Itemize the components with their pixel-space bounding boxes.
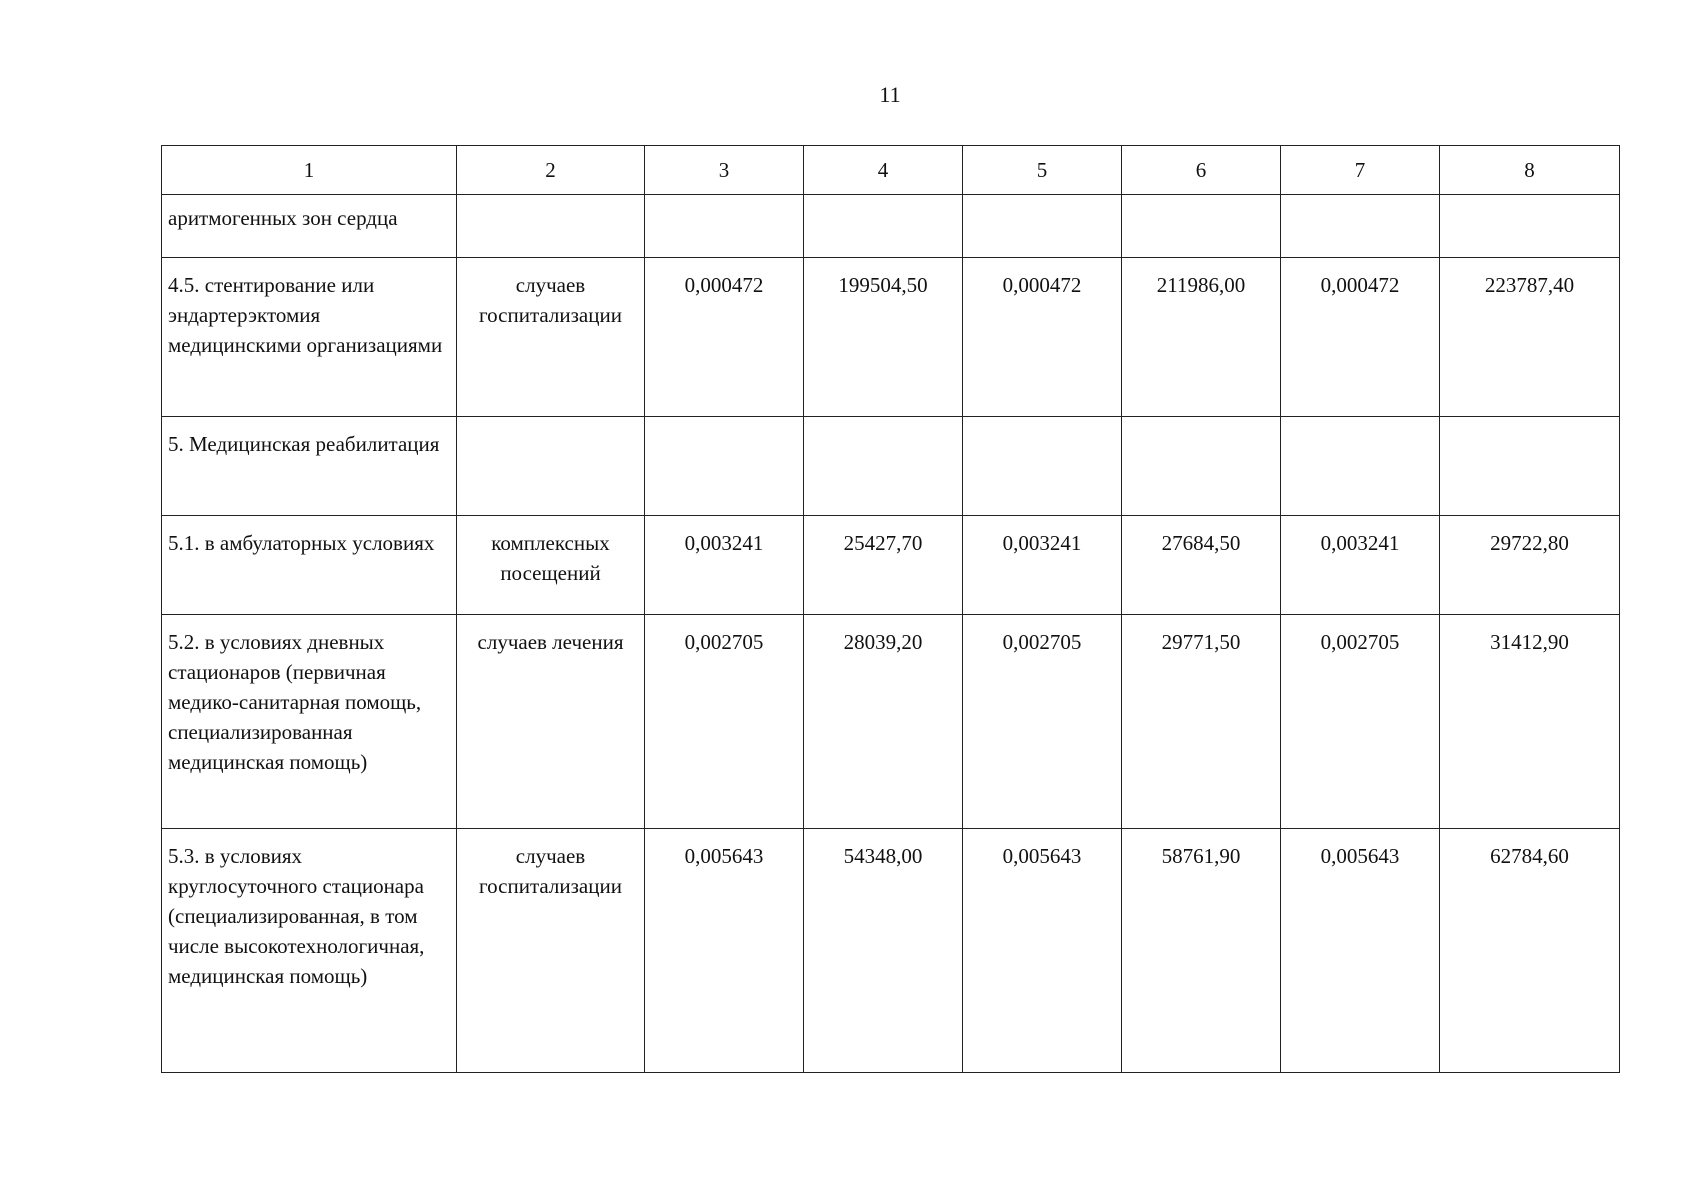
cell-value: 0,000472 xyxy=(1281,258,1440,417)
column-number: 5 xyxy=(963,146,1122,195)
cell-value: 29771,50 xyxy=(1122,615,1281,829)
row-name: 4.5. стентирование или эндартерэктомия медицинскими организациями xyxy=(162,258,457,417)
table-row xyxy=(162,615,1620,829)
cell-value: 199504,50 xyxy=(804,258,963,417)
row-name: 5.1. в амбулаторных условиях xyxy=(162,516,457,615)
cell-value xyxy=(1122,195,1281,258)
cell-value: 0,003241 xyxy=(963,516,1122,615)
cell-value xyxy=(645,195,804,258)
cell-value: 0,000472 xyxy=(963,258,1122,417)
row-unit: комплексных посещений xyxy=(457,516,645,615)
cell-value: 223787,40 xyxy=(1440,258,1620,417)
column-number: 6 xyxy=(1122,146,1281,195)
page-number: 11 xyxy=(879,82,901,107)
cell-value xyxy=(1122,417,1281,516)
column-number-row xyxy=(162,146,1620,195)
cell-value: 58761,90 xyxy=(1122,829,1281,1073)
column-number: 4 xyxy=(804,146,963,195)
table-row xyxy=(162,516,1620,615)
data-table xyxy=(161,145,1620,1073)
table-row xyxy=(162,417,1620,516)
cell-value: 0,003241 xyxy=(1281,516,1440,615)
cell-value xyxy=(804,417,963,516)
column-number: 7 xyxy=(1281,146,1440,195)
row-unit xyxy=(457,417,645,516)
cell-value xyxy=(804,195,963,258)
cell-value: 31412,90 xyxy=(1440,615,1620,829)
column-number: 1 xyxy=(162,146,457,195)
row-name: 5.2. в условиях дневных стационаров (первичная медико-санитарная помощь, специализированная медицинская помощь) xyxy=(162,615,457,829)
table-row xyxy=(162,829,1620,1073)
cell-value: 28039,20 xyxy=(804,615,963,829)
row-unit xyxy=(457,195,645,258)
table-row xyxy=(162,195,1620,258)
row-name: 5. Медицинская реабилитация xyxy=(162,417,457,516)
cell-value: 0,000472 xyxy=(645,258,804,417)
column-number: 2 xyxy=(457,146,645,195)
cell-value xyxy=(1440,417,1620,516)
row-name: аритмогенных зон сердца xyxy=(162,195,457,258)
cell-value: 29722,80 xyxy=(1440,516,1620,615)
cell-value: 27684,50 xyxy=(1122,516,1281,615)
column-number: 8 xyxy=(1440,146,1620,195)
cell-value: 62784,60 xyxy=(1440,829,1620,1073)
cell-value xyxy=(1281,195,1440,258)
cell-value: 0,002705 xyxy=(963,615,1122,829)
table-row xyxy=(162,258,1620,417)
cell-value xyxy=(963,417,1122,516)
cell-value: 0,002705 xyxy=(1281,615,1440,829)
cell-value: 0,005643 xyxy=(1281,829,1440,1073)
cell-value: 211986,00 xyxy=(1122,258,1281,417)
column-number: 3 xyxy=(645,146,804,195)
cell-value: 25427,70 xyxy=(804,516,963,615)
row-name: 5.3. в условиях круглосуточного стационара (специализированная, в том числе высокотехнологичная, медицинская помощь) xyxy=(162,829,457,1073)
row-unit: случаев госпитализации xyxy=(457,829,645,1073)
cell-value: 0,005643 xyxy=(963,829,1122,1073)
cell-value: 0,005643 xyxy=(645,829,804,1073)
cell-value: 0,003241 xyxy=(645,516,804,615)
row-unit: случаев госпитализации xyxy=(457,258,645,417)
cell-value xyxy=(645,417,804,516)
cell-value xyxy=(1440,195,1620,258)
row-unit: случаев лечения xyxy=(457,615,645,829)
cell-value: 54348,00 xyxy=(804,829,963,1073)
cell-value: 0,002705 xyxy=(645,615,804,829)
cell-value xyxy=(1281,417,1440,516)
cell-value xyxy=(963,195,1122,258)
